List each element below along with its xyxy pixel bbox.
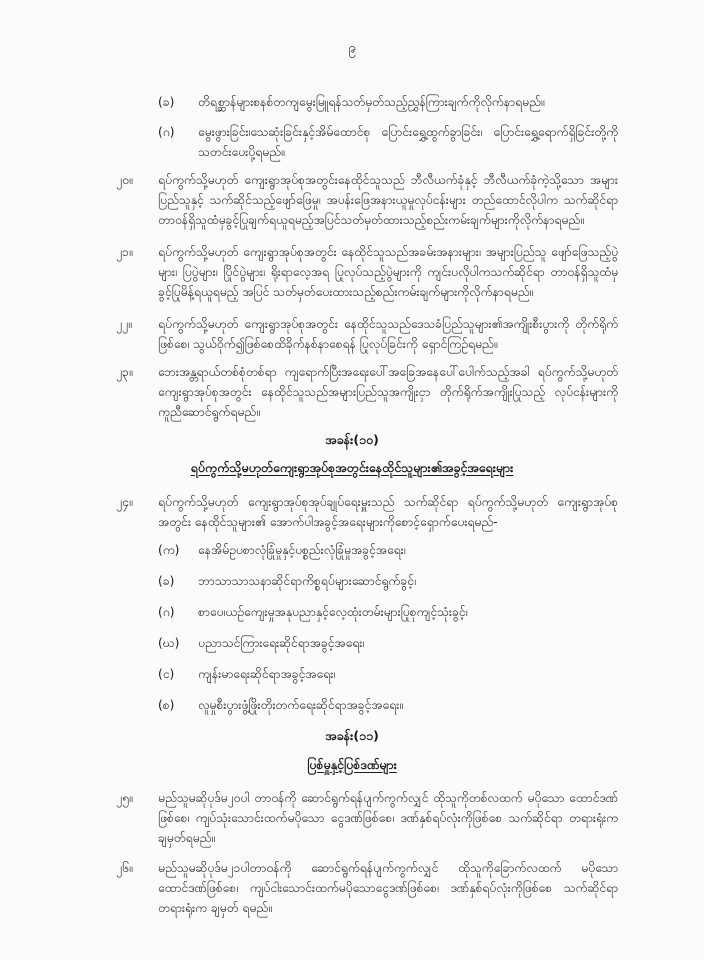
item-label: (ဂ) <box>158 605 175 619</box>
item-text: စာပေ၊ယဉ်ကျေးမှုအနုပညာနှင့်လေ့ထုံးတမ်းများပြုစုကျင့်သုံးခွင့်၊ <box>198 605 468 619</box>
item-text: နေအိမ်ဥပစာလုံခြုံမှုနှင့်ပစ္စည်းလုံခြုံမှုအခွင့်အရေး၊ <box>198 543 406 557</box>
subitem-text: မွေးဖွားခြင်း၊သေဆုံးခြင်းနှင့်အိမ်ထောင်စု ပြောင်းရွှေ့ထွက်ခွာခြင်း၊ ပြောင်းရွှေ့ရောက်ရှိခြင်းတို့ကို သတင်းပေးပို့ရမည်။ <box>198 125 618 159</box>
subitem-label: (ခ) <box>158 95 175 109</box>
section-text: ရပ်ကွက်သို့မဟုတ် ကျေးရွာအုပ်စုအတွင်း နေထိုင်သူသည်အခမ်းအနားများ၊ အများပြည်သူ ဖျော်ဖြေသည့်ပွဲများ၊ ပြပွဲများ၊ ပြိုင်ပွဲများ၊ ရိုးရာလေ့အရ ပြုလုပ်သည့်ပွဲများကို ကျင်းပလိုပါကသက်ဆိုင်ရာ တာဝန်ရှိသူထံမှ ခွင့်ပြုမိန့်ရယူရမည့် အပြင် သတ်မှတ်ပေးထားသည့်စည်းကမ်းချက်များကိုလိုက်နာရမည်။ <box>158 245 618 299</box>
section-text: မည်သူမဆိုပုဒ်မ၂၀ပါ တာဝန်ကို ဆောင်ရွက်ရန်ပျက်ကွက်လျှင် ထိုသူကိုတစ်လထက် မပိုသော ထောင်ဒဏ်ဖြစ်စေ၊ ကျပ်သုံးသောင်းထက်မပိုသော ငွေဒဏ်ဖြစ်စေ၊ ဒဏ်နှစ်ရပ်လုံးကိုဖြစ်စေ သက်ဆိုင်ရာ တရားရုံးက ချမှတ်ရမည်။ <box>158 791 618 845</box>
item-label: (စ) <box>158 698 175 712</box>
item-label: (င) <box>158 667 175 681</box>
section-text: ရပ်ကွက်သို့မဟုတ် ကျေးရွာအုပ်စုအတွင်းနေထိုင်သူသည် ဘီလီယက်ခုံနှင့် ဘီလီယက်ခုံကဲ့သို့သော အများပြည်သူနှင့် သက်ဆိုင်သည့်ဖျော်ဖြေမှု၊ အပန်းဖြေအနားယူမှုလုပ်ငန်းများ တည်ထောင်လိုပါက သက်ဆိုင်ရာ တာဝန်ရှိသူထံမှခွင့်ပြုချက်ရယူရမည့်အပြင်သတ်မှတ်ထားသည့်စည်းကမ်းချက်များကိုလိုက်နာရမည်။ <box>158 173 618 227</box>
item-label: (ဃ) <box>158 636 180 650</box>
item-label: (ခ) <box>158 574 175 588</box>
item-text: လူမှုစီးပွားဖွံ့ဖြိုးတိုးတက်ရေးဆိုင်ရာအခွင့်အရေး။ <box>198 698 403 712</box>
section-number: ၂၀။ <box>116 173 133 187</box>
section-number: ၂၂။ <box>116 317 132 331</box>
section-text: ရပ်ကွက်သို့မဟုတ် ကျေးရွာအုပ်စုအတွင်း နေထိုင်သူသည်ဒေသခံပြည်သူများ၏အကျိုးစီးပွားကို တိုက်ရိုက်ဖြစ်စေ၊ သွယ်ဝိုက်၍ဖြစ်စေထိခိုက်နစ်နာစေရန် ပြုလုပ်ခြင်းကို ရှောင်ကြဉ်ရမည်။ <box>158 317 618 351</box>
item-label: (က) <box>158 543 180 557</box>
item-text: ပညာသင်ကြားရေးဆိုင်ရာအခွင့်အရေး၊ <box>198 636 365 650</box>
chapter-11-title: ပြစ်မှုနှင့်ပြစ်ဒဏ်များ <box>307 757 397 772</box>
section-number: ၂၃။ <box>116 365 133 379</box>
section-number: ၂၆။ <box>116 861 133 875</box>
section-text: မည်သူမဆိုပုဒ်မ၂၁ပါတာဝန်ကို ဆောင်ရွက်ရန်ပျက်ကွက်လျှင် ထိုသူကိုခြောက်လထက် မပိုသော ထောင်ဒဏ်ဖြစ်စေ၊ ကျပ်ငါးသောင်းထက်မပိုသောငွေဒဏ်ဖြစ်စေ၊ ဒဏ်နှစ်ရပ်လုံးကိုဖြစ်စေ သက်ဆိုင်ရာတရားရုံးက ချမှတ် ရမည်။ <box>158 861 618 915</box>
chapter-10-title: ရပ်ကွက်သို့မဟုတ်ကျေးရွာအုပ်စုအတွင်းနေထိုင်သူများ၏အခွင့်အရေးများ <box>190 460 514 475</box>
item-text: ဘာသာသာသနာဆိုင်ရာကိစ္စရပ်များဆောင်ရွက်ခွင့်၊ <box>198 574 416 588</box>
section-number: ၂၁။ <box>116 245 133 259</box>
section-text: ဘေးအန္တရာယ်တစ်စုံတစ်ရာ ကျရောက်ပြီးအရေးပေါ်အခြေအနေပေါ်ပေါက်သည့်အခါ ရပ်ကွက်သို့မဟုတ် ကျေးရွာအုပ်စုအတွင်း နေထိုင်သူသည်အများပြည်သူအကျိုးငှာ တိုက်ရိုက်အကျိုးပြုသည့် လုပ်ငန်းများကို ကူညီဆောင်ရွက်ရမည်။ <box>158 365 618 419</box>
section-number: ၂၄။ <box>116 495 133 509</box>
chapter-10-heading: အခန်း(၁၀) <box>325 432 379 447</box>
page-number: ၉ <box>348 41 356 56</box>
subitem-text: တိရစ္ဆာန်များစနစ်တကျမွေးမြူရန်သတ်မှတ်သည့်ညွှန်ကြားချက်ကိုလိုက်နာရမည်။ <box>198 95 545 109</box>
item-text: ကျန်းမာရေးဆိုင်ရာအခွင့်အရေး၊ <box>198 667 336 681</box>
section-text: ရပ်ကွက်သို့မဟုတ် ကျေးရွာအုပ်စုအုပ်ချုပ်ရေးမှူးသည် သက်ဆိုင်ရာ ရပ်ကွက်သို့မဟုတ် ကျေးရွာအုပ်စုအတွင်း နေထိုင်သူများ၏ အောက်ပါအခွင့်အရေးများကိုစောင့်ရှောက်ပေးရမည်- <box>158 495 618 529</box>
subitem-label: (ဂ) <box>158 125 175 139</box>
chapter-11-heading: အခန်း(၁၁) <box>325 728 379 743</box>
section-number: ၂၅။ <box>116 791 133 805</box>
